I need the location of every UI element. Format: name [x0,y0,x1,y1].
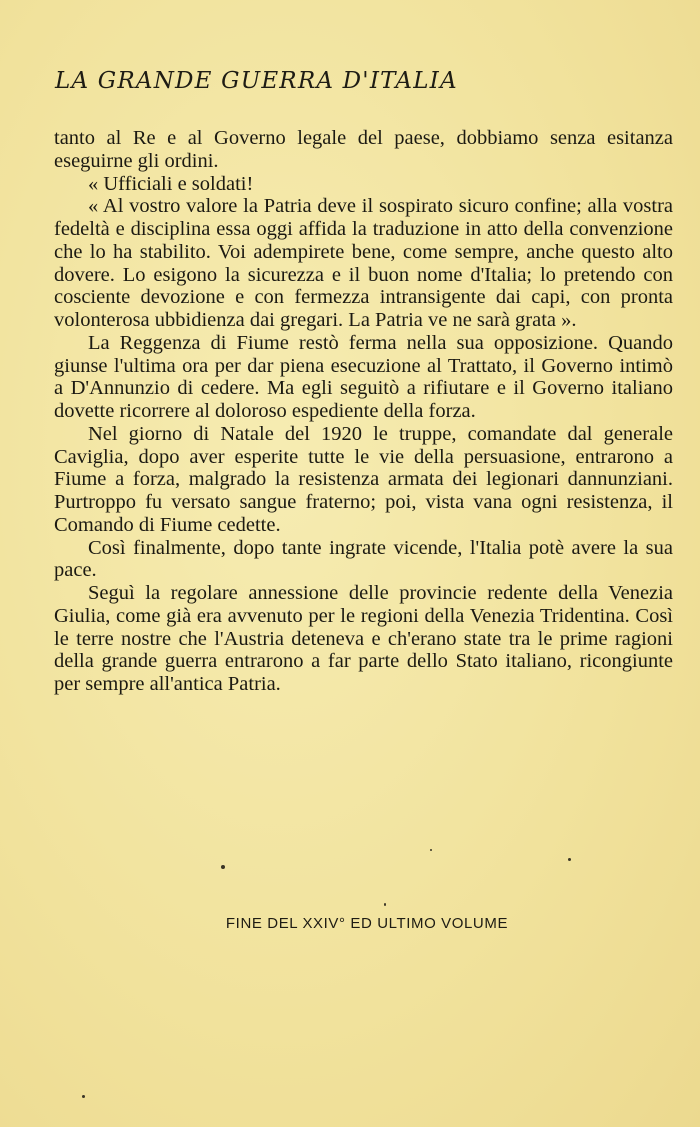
paragraph-christmas-1920: Nel giorno di Natale del 1920 le truppe, comandate dal generale Caviglia, dopo aver esperite tutte le vie della persuasione, entrarono a Fiume a forza, malgrado la resistenza armata dei legionari dannunziani. Purtroppo fu versato sangue fraterno; poi, vista vana ogni resistenza, il Comando di Fiume cedette. [54,422,673,536]
paragraph-proclamation: « Al vostro valore la Patria deve il sospirato sicuro confine; alla vostra fedeltà e disciplina essa oggi affida la traduzione in atto della convenzione che lo ha stabilito. Voi adempirete bene, come sempre, anche questo alto dovere. Lo esigono la sicurezza e il buon nome d'Italia; lo pretendo con cosciente devozione e con fermezza intransigente dai capi, con pronta volonterosa ubbidienza dai gregari. La Patria ve ne sarà grata ». [54,195,673,331]
body-text [54,127,673,696]
paragraph-salutation: « Ufficiali e soldati! [88,172,254,195]
paragraph-fiume-regency: La Reggenza di Fiume restò ferma nella sua opposizione. Quando giunse l'ultima ora per dar piena esecuzione al Trattato, il Governo intimò a D'Annunzio di cedere. Ma egli seguitò a rifiutare e il Governo italiano dovette ricorrere al doloroso espediente della forza. [54,331,673,422]
paragraph-annexation: Seguì la regolare annessione delle provincie redente della Venezia Giulia, come già era avvenuto per le regioni della Venezia Tridentina. Così le terre nostre che l'Austria deteneva e ch'erano state tra le prime ragioni della grande guerra entrarono a far parte dello Stato italiano, ricongiunte per sempre all'antica Patria. [54,582,673,695]
paragraph-continuation: tanto al Re e al Governo legale del paese, dobbiamo senza esitanza eseguirne gli ordini. [54,127,673,172]
running-head: LA GRANDE GUERRA D'ITALIA [55,68,458,94]
paper-speck [221,865,225,869]
paper-speck [568,858,571,861]
paper-speck [82,1095,85,1098]
paragraph-peace: Così finalmente, dopo tante ingrate vicende, l'Italia potè avere la sua pace. [54,536,673,582]
paper-speck [384,903,386,906]
paper-speck [430,849,432,851]
colophon: FINE DEL XXIV° ED ULTIMO VOLUME [225,915,509,932]
